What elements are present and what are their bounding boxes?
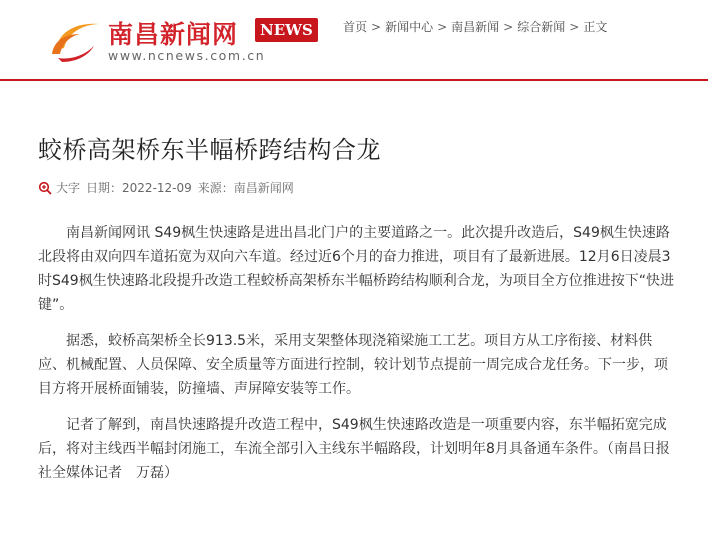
- site-logo[interactable]: [50, 12, 320, 68]
- breadcrumb-general-news[interactable]: 综合新闻: [517, 20, 566, 34]
- source-name: 南昌新闻网: [233, 181, 294, 195]
- logo-swoosh-icon: [50, 14, 106, 64]
- publish-date: 2022-12-09: [122, 180, 192, 195]
- breadcrumb-news-center[interactable]: 新闻中心: [385, 20, 434, 34]
- logo-url: www.ncnews.com.cn: [108, 48, 266, 63]
- article-body: [38, 221, 680, 497]
- breadcrumb-separator: >: [569, 20, 580, 34]
- article-paragraph: 南昌新闻网讯 S49枫生快速路是进出昌北门户的主要道路之一。此次提升改造后，S49枫生快速路北段将由双向四车道拓宽为双向六车道。经过近6个月的奋力推进，项目有了最新进展。12月6日凌晨3时S49枫生快速路北段提升改造工程蛟桥高架桥东半幅桥跨结构顺利合龙，为项目全方位推进按下“快进键”。: [38, 225, 674, 313]
- article-paragraph: 记者了解到，南昌快速路提升改造工程中，S49枫生快速路改造是一项重要内容，东半幅拓宽完成后，将对主线西半幅封闭施工，车流全部引入主线东半幅路段，计划明年8月具备通车条件。（南昌日报社全媒体记者 万磊）: [38, 417, 670, 481]
- breadcrumb-separator: >: [371, 20, 382, 34]
- breadcrumb-home[interactable]: 首页: [343, 20, 368, 34]
- breadcrumb-nanchang-news[interactable]: 南昌新闻: [451, 20, 500, 34]
- logo-news-badge: NEWS: [255, 18, 318, 42]
- source-label: 来源：: [197, 181, 234, 195]
- breadcrumb-current: 正文: [583, 20, 608, 34]
- font-size-toggle[interactable]: 大字: [56, 181, 81, 195]
- logo-text: 南昌新闻网: [108, 20, 239, 49]
- article-title: 蛟桥高架桥东半幅桥跨结构合龙: [38, 136, 381, 164]
- article-meta: [38, 179, 294, 196]
- breadcrumb-separator: >: [503, 20, 514, 34]
- zoom-in-icon[interactable]: [38, 181, 52, 195]
- site-header: [0, 0, 708, 80]
- breadcrumb: [343, 18, 607, 35]
- breadcrumb-separator: >: [437, 20, 448, 34]
- article-paragraph: 据悉，蛟桥高架桥全长913.5米，采用支架整体现浇箱梁施工工艺。项目方从工序衔接、材料供应、机械配置、人员保障、安全质量等方面进行控制，较计划节点提前一周完成合龙任务。下一步，项目方将开展桥面铺装，防撞墙、声屏障安装等工作。: [38, 333, 668, 397]
- header-divider: [0, 79, 708, 81]
- date-label: 日期：: [86, 181, 123, 195]
